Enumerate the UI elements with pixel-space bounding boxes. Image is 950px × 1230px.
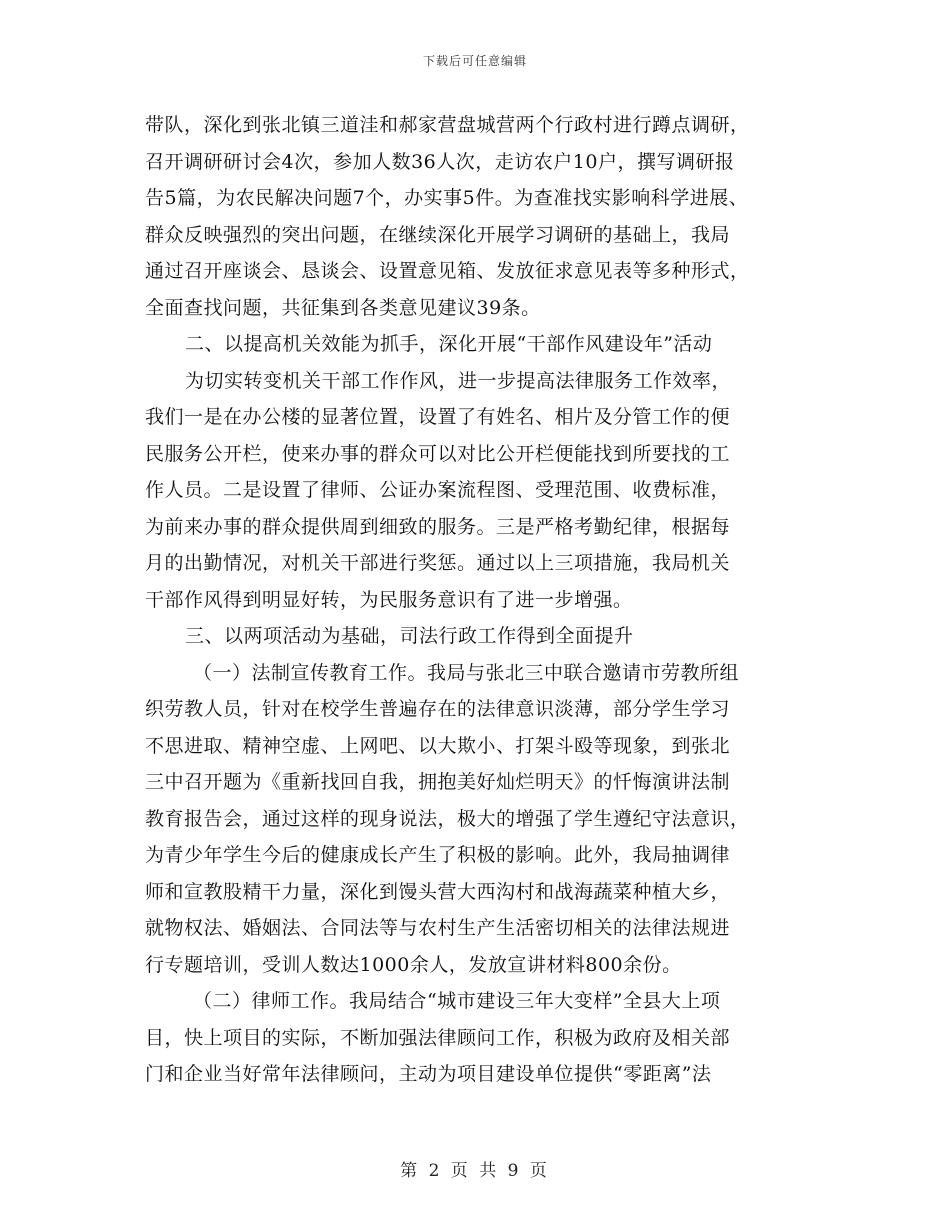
text-line: 作人员。二是设置了律师、公证办案流程图、受理范围、收费标准， bbox=[145, 479, 731, 501]
document-body bbox=[145, 107, 825, 1093]
text-line: 师和宣教股精干力量，深化到馒头营大西沟村和战海蔬菜种植大乡， bbox=[145, 880, 731, 903]
text-line: 月的出勤情况，对机关干部进行奖惩。通过以上三项措施，我局机关 bbox=[145, 552, 731, 574]
text-line: 行专题培训，受训人数达1000余人，发放宣讲材料800余份。 bbox=[145, 953, 682, 976]
text-line: 门和企业当好常年法律顾问，主动为项目建设单位提供“零距离”法 bbox=[145, 1063, 712, 1085]
text-line: 召开调研研讨会4次，参加人数36人次，走访农户10户，撰写调研报 bbox=[145, 150, 735, 173]
text-line: 群众反映强烈的突出问题，在继续深化开展学习调研的基础上，我局 bbox=[145, 223, 731, 246]
page-header: 下载后可任意编辑 bbox=[422, 54, 527, 68]
page-footer: 第 2 页 共 9 页 bbox=[400, 1161, 550, 1181]
text-line: 为切实转变机关干部工作作风，进一步提高法律服务工作效率， bbox=[185, 369, 732, 392]
text-line: 带队，深化到张北镇三道洼和郝家营盘城营两个行政村进行蹲点调研， bbox=[145, 114, 750, 136]
section-heading: 三、以两项活动为基础，司法行政工作得到全面提升 bbox=[185, 625, 634, 647]
text-line: 织劳教人员，针对在校学生普遍存在的法律意识淡薄，部分学生学习 bbox=[145, 698, 731, 720]
text-line: 全面查找问题，共征集到各类意见建议39条。 bbox=[145, 296, 541, 319]
subsection-line: （一）法制宣传教育工作。我局与张北三中联合邀请市劳教所组 bbox=[193, 661, 740, 684]
text-line: 为前来办事的群众提供周到细致的服务。三是严格考勤纪律，根据每 bbox=[145, 515, 731, 538]
text-line: 民服务公开栏，使来办事的群众可以对比公开栏便能找到所要找的工 bbox=[145, 442, 731, 465]
text-line: 不思进取、精神空虚、上网吧、以大欺小、打架斗殴等现象，到张北 bbox=[145, 734, 731, 757]
subsection-line: （二）律师工作。我局结合“城市建设三年大变样”全县大上项 bbox=[193, 990, 721, 1012]
section-heading: 二、以提高机关效能为抓手，深化开展“干部作风建设年”活动 bbox=[185, 333, 713, 355]
text-line: 就物权法、婚姻法、合同法等与农村生产生活密切相关的法律法规进 bbox=[145, 917, 731, 939]
text-line: 三中召开题为《重新找回自我，拥抱美好灿烂明天》的忏悔演讲法制 bbox=[145, 771, 731, 793]
text-line: 教育报告会，通过这样的现身说法，极大的增强了学生遵纪守法意识， bbox=[145, 807, 750, 830]
text-line: 告5篇，为农民解决问题7个，办实事5件。为查准找实影响科学进展、 bbox=[145, 187, 749, 209]
text-line: 干部作风得到明显好转，为民服务意识有了进一步增强。 bbox=[145, 588, 633, 611]
text-line: 我们一是在办公楼的显著位置，设置了有姓名、相片及分管工作的便 bbox=[145, 406, 731, 428]
text-line: 为青少年学生今后的健康成长产生了积极的影响。此外，我局抽调律 bbox=[145, 844, 731, 866]
text-line: 通过召开座谈会、恳谈会、设置意见箱、发放征求意见表等多种形式， bbox=[145, 260, 750, 282]
text-line: 目，快上项目的实际，不断加强法律顾问工作，积极为政府及相关部 bbox=[145, 1026, 731, 1049]
